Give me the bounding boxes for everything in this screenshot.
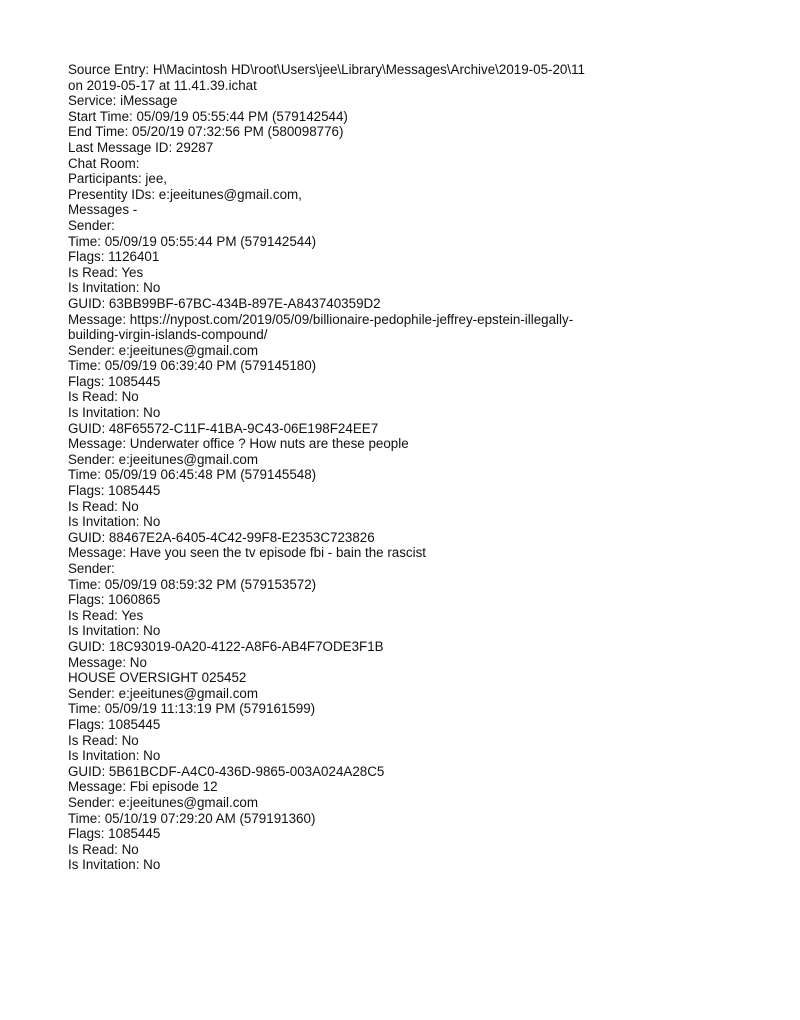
text-line: Time: 05/09/19 08:59:32 PM (579153572) [68,576,317,592]
document-page [68,62,758,873]
text-line: Is Invitation: No [68,405,161,421]
text-line: Time: 05/10/19 07:29:20 AM (579191360) [68,810,316,826]
text-line: building-virgin-islands-compound/ [68,327,268,343]
text-line: Source Entry: H\Macintosh HD\root\Users\jee\Library\Messages\Archive\2019-05-20\11 [68,62,586,77]
text-line: Service: iMessage [68,93,178,109]
text-line: Sender: [68,217,115,233]
text-line: Is Read: No [68,498,139,514]
text-line: Time: 05/09/19 11:13:19 PM (579161599) [68,701,316,717]
text-line: Sender: e:jeeitunes@gmail.com [68,685,258,701]
text-line: Is Invitation: No [68,748,161,764]
text-line: Is Read: Yes [68,607,144,623]
text-line: GUID: 48F65572-C11F-41BA-9C43-06E198F24EE7 [68,420,379,436]
text-line: Flags: 1060865 [68,592,161,608]
text-line: Sender: e:jeeitunes@gmail.com [68,451,258,467]
text-line: Message: Have you seen the tv episode fbi - bain the rascist [68,545,427,561]
text-line: Is Read: Yes [68,264,144,280]
text-line: Participants: jee, [68,171,167,187]
text-line: Is Read: No [68,841,139,857]
text-line: Flags: 1126401 [68,249,160,265]
text-line: Message: No [68,654,147,670]
text-line: Flags: 1085445 [68,373,161,389]
text-line: Time: 05/09/19 06:45:48 PM (579145548) [68,467,317,483]
text-line: Is Invitation: No [68,857,161,873]
text-line: GUID: 88467E2A-6405-4C42-99F8-E2353C723826 [68,529,375,545]
text-line: Message: Underwater office ? How nuts are these people [68,436,409,452]
text-line: Start Time: 05/09/19 05:55:44 PM (579142544) [68,108,348,124]
text-line: Time: 05/09/19 05:55:44 PM (579142544) [68,233,317,249]
text-line: Is Read: No [68,389,139,405]
text-line: Presentity IDs: e:jeeitunes@gmail.com, [68,186,302,202]
text-line: Chat Room: [68,155,140,171]
text-line: GUID: 63BB99BF-67BC-434B-897E-A843740359D2 [68,295,381,311]
text-line: GUID: 5B61BCDF-A4C0-436D-9865-003A024A28C5 [68,763,385,779]
text-line: Is Invitation: No [68,623,161,639]
text-line: Sender: [68,561,115,576]
text-line: Sender: e:jeeitunes@gmail.com [68,794,258,810]
text-line: Last Message ID: 29287 [68,139,214,155]
text-line: End Time: 05/20/19 07:32:56 PM (580098776) [68,124,344,140]
text-line: Flags: 1085445 [68,716,161,732]
text-line: Is Read: No [68,732,139,748]
text-line: Flags: 1085445 [68,826,161,842]
text-line: Message: Fbi episode 12 [68,779,218,795]
text-line: on 2019-05-17 at 11.41.39.ichat [68,77,257,93]
text-line: Flags: 1085445 [68,483,161,499]
text-line: Time: 05/09/19 06:39:40 PM (579145180) [68,358,317,374]
text-line: Is Invitation: No [68,280,161,296]
text-line: Sender: e:jeeitunes@gmail.com [68,342,258,358]
text-line: Messages - [68,202,138,218]
text-line: Message: https://nypost.com/2019/05/09/billionaire-pedophile-jeffrey-epstein-illegally- [68,311,574,327]
text-line: GUID: 18C93019-0A20-4122-A8F6-AB4F7ODE3F1B [68,638,384,654]
text-line: Is Invitation: No [68,514,161,530]
text-line: HOUSE OVERSIGHT 025452 [68,670,247,686]
